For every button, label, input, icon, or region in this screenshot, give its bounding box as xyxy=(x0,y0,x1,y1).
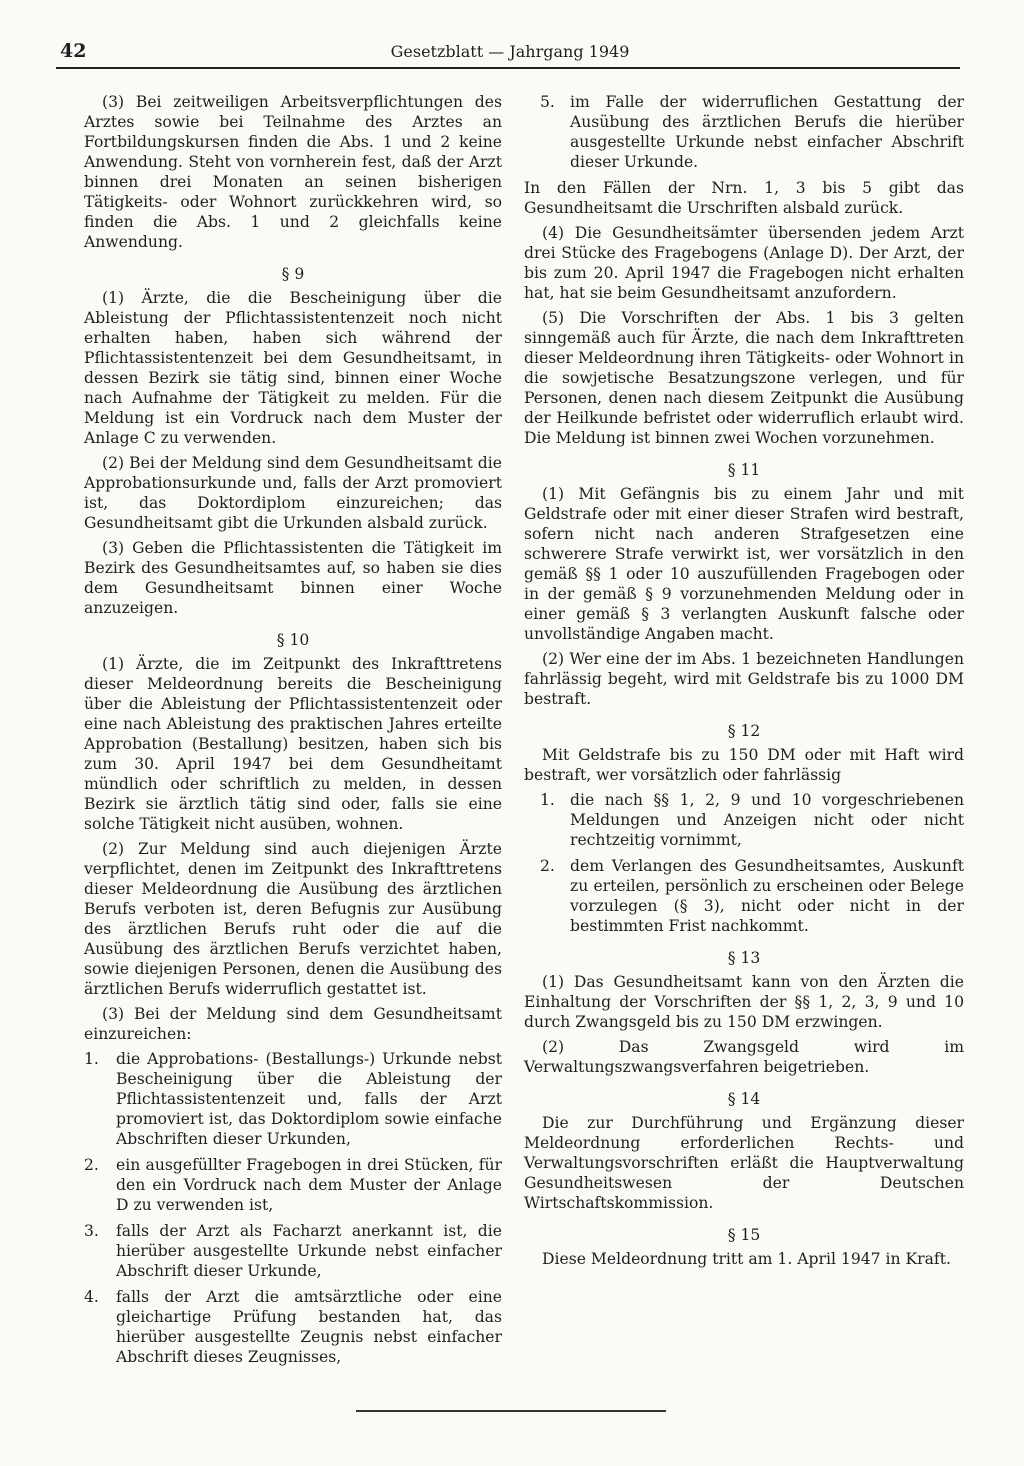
right-column xyxy=(524,92,964,1274)
list-item xyxy=(84,1221,502,1281)
paragraph: In den Fällen der Nrn. 1, 3 bis 5 gibt das Gesundheitsamt die Urschriften alsbald zurück. xyxy=(524,179,964,217)
list-item-number: 2. xyxy=(84,1156,99,1174)
section-heading: § 10 xyxy=(276,631,310,649)
left-column xyxy=(84,92,502,1373)
paragraph: (3) Bei zeitweiligen Arbeitsverpflichtungen des Arztes sowie bei Teilnahme des Arztes an Fortbildungskursen finden die Abs. 1 und 2 keine Anwendung. Steht von vornherein fest, daß der Arzt binnen drei Monaten an seinen bisherigen Tätigkeits- oder Wohnort zurückkehren wird, so finden die Abs. 1 und 2 gleichfalls keine Anwendung. xyxy=(84,93,502,251)
list-item-text: dem Verlangen des Gesundheitsamtes, Auskunft zu erteilen, persönlich zu erscheinen oder Belege vorzulegen (§ 3), nicht oder nicht in der bestimmten Frist nachkommt. xyxy=(570,857,964,935)
section-heading: § 12 xyxy=(727,722,761,740)
paragraph: Die zur Durchführung und Ergänzung dieser Meldeordnung erforderlichen Rechts- und Verwaltungsvorschriften erläßt die Hauptverwaltung Gesundheitswesen der Deutschen Wirtschaftskommission. xyxy=(524,1114,964,1212)
list-item-number: 1. xyxy=(84,1050,99,1068)
running-head: Gesetzblatt — Jahrgang 1949 xyxy=(390,42,630,61)
section-heading: § 9 xyxy=(281,265,305,283)
paragraph: (2) Bei der Meldung sind dem Gesundheitsamt die Approbationsurkunde und, falls der Arzt promoviert ist, das Doktordiplom einzureichen; das Gesundheitsamt gibt die Urkunden alsbald zurück. xyxy=(84,454,502,532)
page-header xyxy=(60,38,960,68)
list-item-text: die nach §§ 1, 2, 9 und 10 vorgeschriebenen Meldungen und Anzeigen nicht oder nicht rechtzeitig vornimmt, xyxy=(570,791,964,849)
list-item-text: falls der Arzt als Facharzt anerkannt ist, die hierüber ausgestellte Urkunde nebst einfacher Abschrift dieser Urkunde, xyxy=(116,1222,502,1280)
list-item xyxy=(524,92,964,172)
paragraph: (3) Geben die Pflichtassistenten die Tätigkeit im Bezirk des Gesundheitsamtes auf, so haben sie dies dem Gesundheitsamt binnen einer Woche anzuzeigen. xyxy=(84,539,502,617)
list-item-number: 2. xyxy=(540,857,555,875)
paragraph: (2) Wer eine der im Abs. 1 bezeichneten Handlungen fahrlässig begeht, wird mit Geldstrafe bis zu 1000 DM bestraft. xyxy=(524,650,964,708)
paragraph: (1) Mit Gefängnis bis zu einem Jahr und mit Geldstrafe oder mit einer dieser Strafen wird bestraft, sofern nicht nach anderen Strafgesetzen eine schwerere Strafe verwirkt ist, wer vorsätzlich in den gemäß §§ 1 oder 10 auszufüllenden Fragebogen oder in der gemäß § 9 vorzunehmenden Meldung oder in einer gemäß § 3 verlangten Auskunft falsche oder unvollständige Angaben macht. xyxy=(524,485,964,643)
paragraph: (4) Die Gesundheitsämter übersenden jedem Arzt drei Stücke des Fragebogens (Anlage D). Der Arzt, der bis zum 20. April 1947 die Fragebogen nicht erhalten hat, hat sie beim Gesundheitsamt anzufordern. xyxy=(524,224,964,302)
paragraph: (3) Bei der Meldung sind dem Gesundheitsamt einzureichen: xyxy=(84,1005,502,1043)
paragraph: Diese Meldeordnung tritt am 1. April 1947 in Kraft. xyxy=(542,1250,951,1268)
header-rule xyxy=(56,67,960,69)
list-item xyxy=(84,1049,502,1149)
enumerated-list xyxy=(84,1049,502,1367)
list-item-number: 4. xyxy=(84,1288,99,1306)
list-item-text: ein ausgefüllter Fragebogen in drei Stücken, für den ein Vordruck nach dem Muster der Anlage D zu verwenden ist, xyxy=(116,1156,502,1214)
list-item-text: falls der Arzt die amtsärztliche oder eine gleichartige Prüfung bestanden hat, das hierüber ausgestellte Zeugnis nebst einfacher Abschrift dieses Zeugnisses, xyxy=(116,1288,502,1366)
enumerated-list xyxy=(524,790,964,936)
paragraph: (2) Zur Meldung sind auch diejenigen Ärzte verpflichtet, denen im Zeitpunkt des Inkrafttretens dieser Meldeordnung die Ausübung des ärztlichen Berufs verboten ist, deren Befugnis zur Ausübung des ärztlichen Berufs ruht oder die auf die Ausübung des ärztlichen Berufs verzichtet haben, sowie diejenigen Personen, denen die Ausübung des ärztlichen Berufs widerruflich gestattet ist. xyxy=(84,840,502,998)
list-item-number: 5. xyxy=(540,93,555,111)
paragraph: (2) Das Zwangsgeld wird im Verwaltungszwangsverfahren beigetrieben. xyxy=(524,1038,964,1076)
paragraph: (1) Das Gesundheitsamt kann von den Ärzten die Einhaltung der Vorschriften der §§ 1, 2, 3, 9 und 10 durch Zwangsgeld bis zu 150 DM erzwingen. xyxy=(524,973,964,1031)
section-heading: § 15 xyxy=(727,1226,761,1244)
list-item-number: 3. xyxy=(84,1222,99,1240)
list-item-text: im Falle der widerruflichen Gestattung der Ausübung des ärztlichen Berufs die hierüber ausgestellte Urkunde nebst einfacher Abschrift dieser Urkunde. xyxy=(570,93,964,171)
section-heading: § 14 xyxy=(727,1090,761,1108)
list-item-text: die Approbations- (Bestallungs-) Urkunde nebst Bescheinigung über die Ableistung der Pflichtassistentenzeit und, falls der Arzt promoviert ist, das Doktordiplom sowie einfache Abschriften dieser Urkunden, xyxy=(116,1050,502,1148)
list-item xyxy=(84,1155,502,1215)
section-heading: § 13 xyxy=(727,949,761,967)
paragraph: (5) Die Vorschriften der Abs. 1 bis 3 gelten sinngemäß auch für Ärzte, die nach dem Inkrafttreten dieser Meldeordnung ihren Tätigkeits- oder Wohnort in die sowjetische Besatzungszone verlegen, und für Personen, denen nach diesem Zeitpunkt die Ausübung der Heilkunde befristet oder widerruflich erlaubt wird. Die Meldung ist binnen zwei Wochen vorzunehmen. xyxy=(524,309,964,447)
list-item xyxy=(524,856,964,936)
paragraph: Mit Geldstrafe bis zu 150 DM oder mit Haft wird bestraft, wer vorsätzlich oder fahrlässig xyxy=(524,746,964,784)
page-number: 42 xyxy=(60,40,87,62)
enumerated-list xyxy=(524,92,964,172)
section-heading: § 11 xyxy=(727,461,761,479)
list-item xyxy=(524,790,964,850)
paragraph: (1) Ärzte, die die Bescheinigung über die Ableistung der Pflichtassistentenzeit noch nicht erhalten haben, haben sich während der Pflichtassistentenzeit bei dem Gesundheitsamt, in dessen Bezirk sie tätig sind, binnen einer Woche nach Aufnahme der Tätigkeit zu melden. Für die Meldung ist ein Vordruck nach dem Muster der Anlage C zu verwenden. xyxy=(84,289,502,447)
bottom-rule xyxy=(356,1410,666,1412)
paragraph: (1) Ärzte, die im Zeitpunkt des Inkrafttretens dieser Meldeordnung bereits die Bescheinigung über die Ableistung der Pflichtassistentenzeit oder eine nach Ableistung des praktischen Jahres erteilte Approbation (Bestallung) besitzen, haben sich bis zum 30. April 1947 bei dem Gesundheitamt mündlich oder schriftlich zu melden, in dessen Bezirk sie ärztlich tätig sind oder, falls sie eine solche Tätigkeit nicht ausüben, wohnen. xyxy=(84,655,502,833)
list-item-number: 1. xyxy=(540,791,555,809)
list-item xyxy=(84,1287,502,1367)
